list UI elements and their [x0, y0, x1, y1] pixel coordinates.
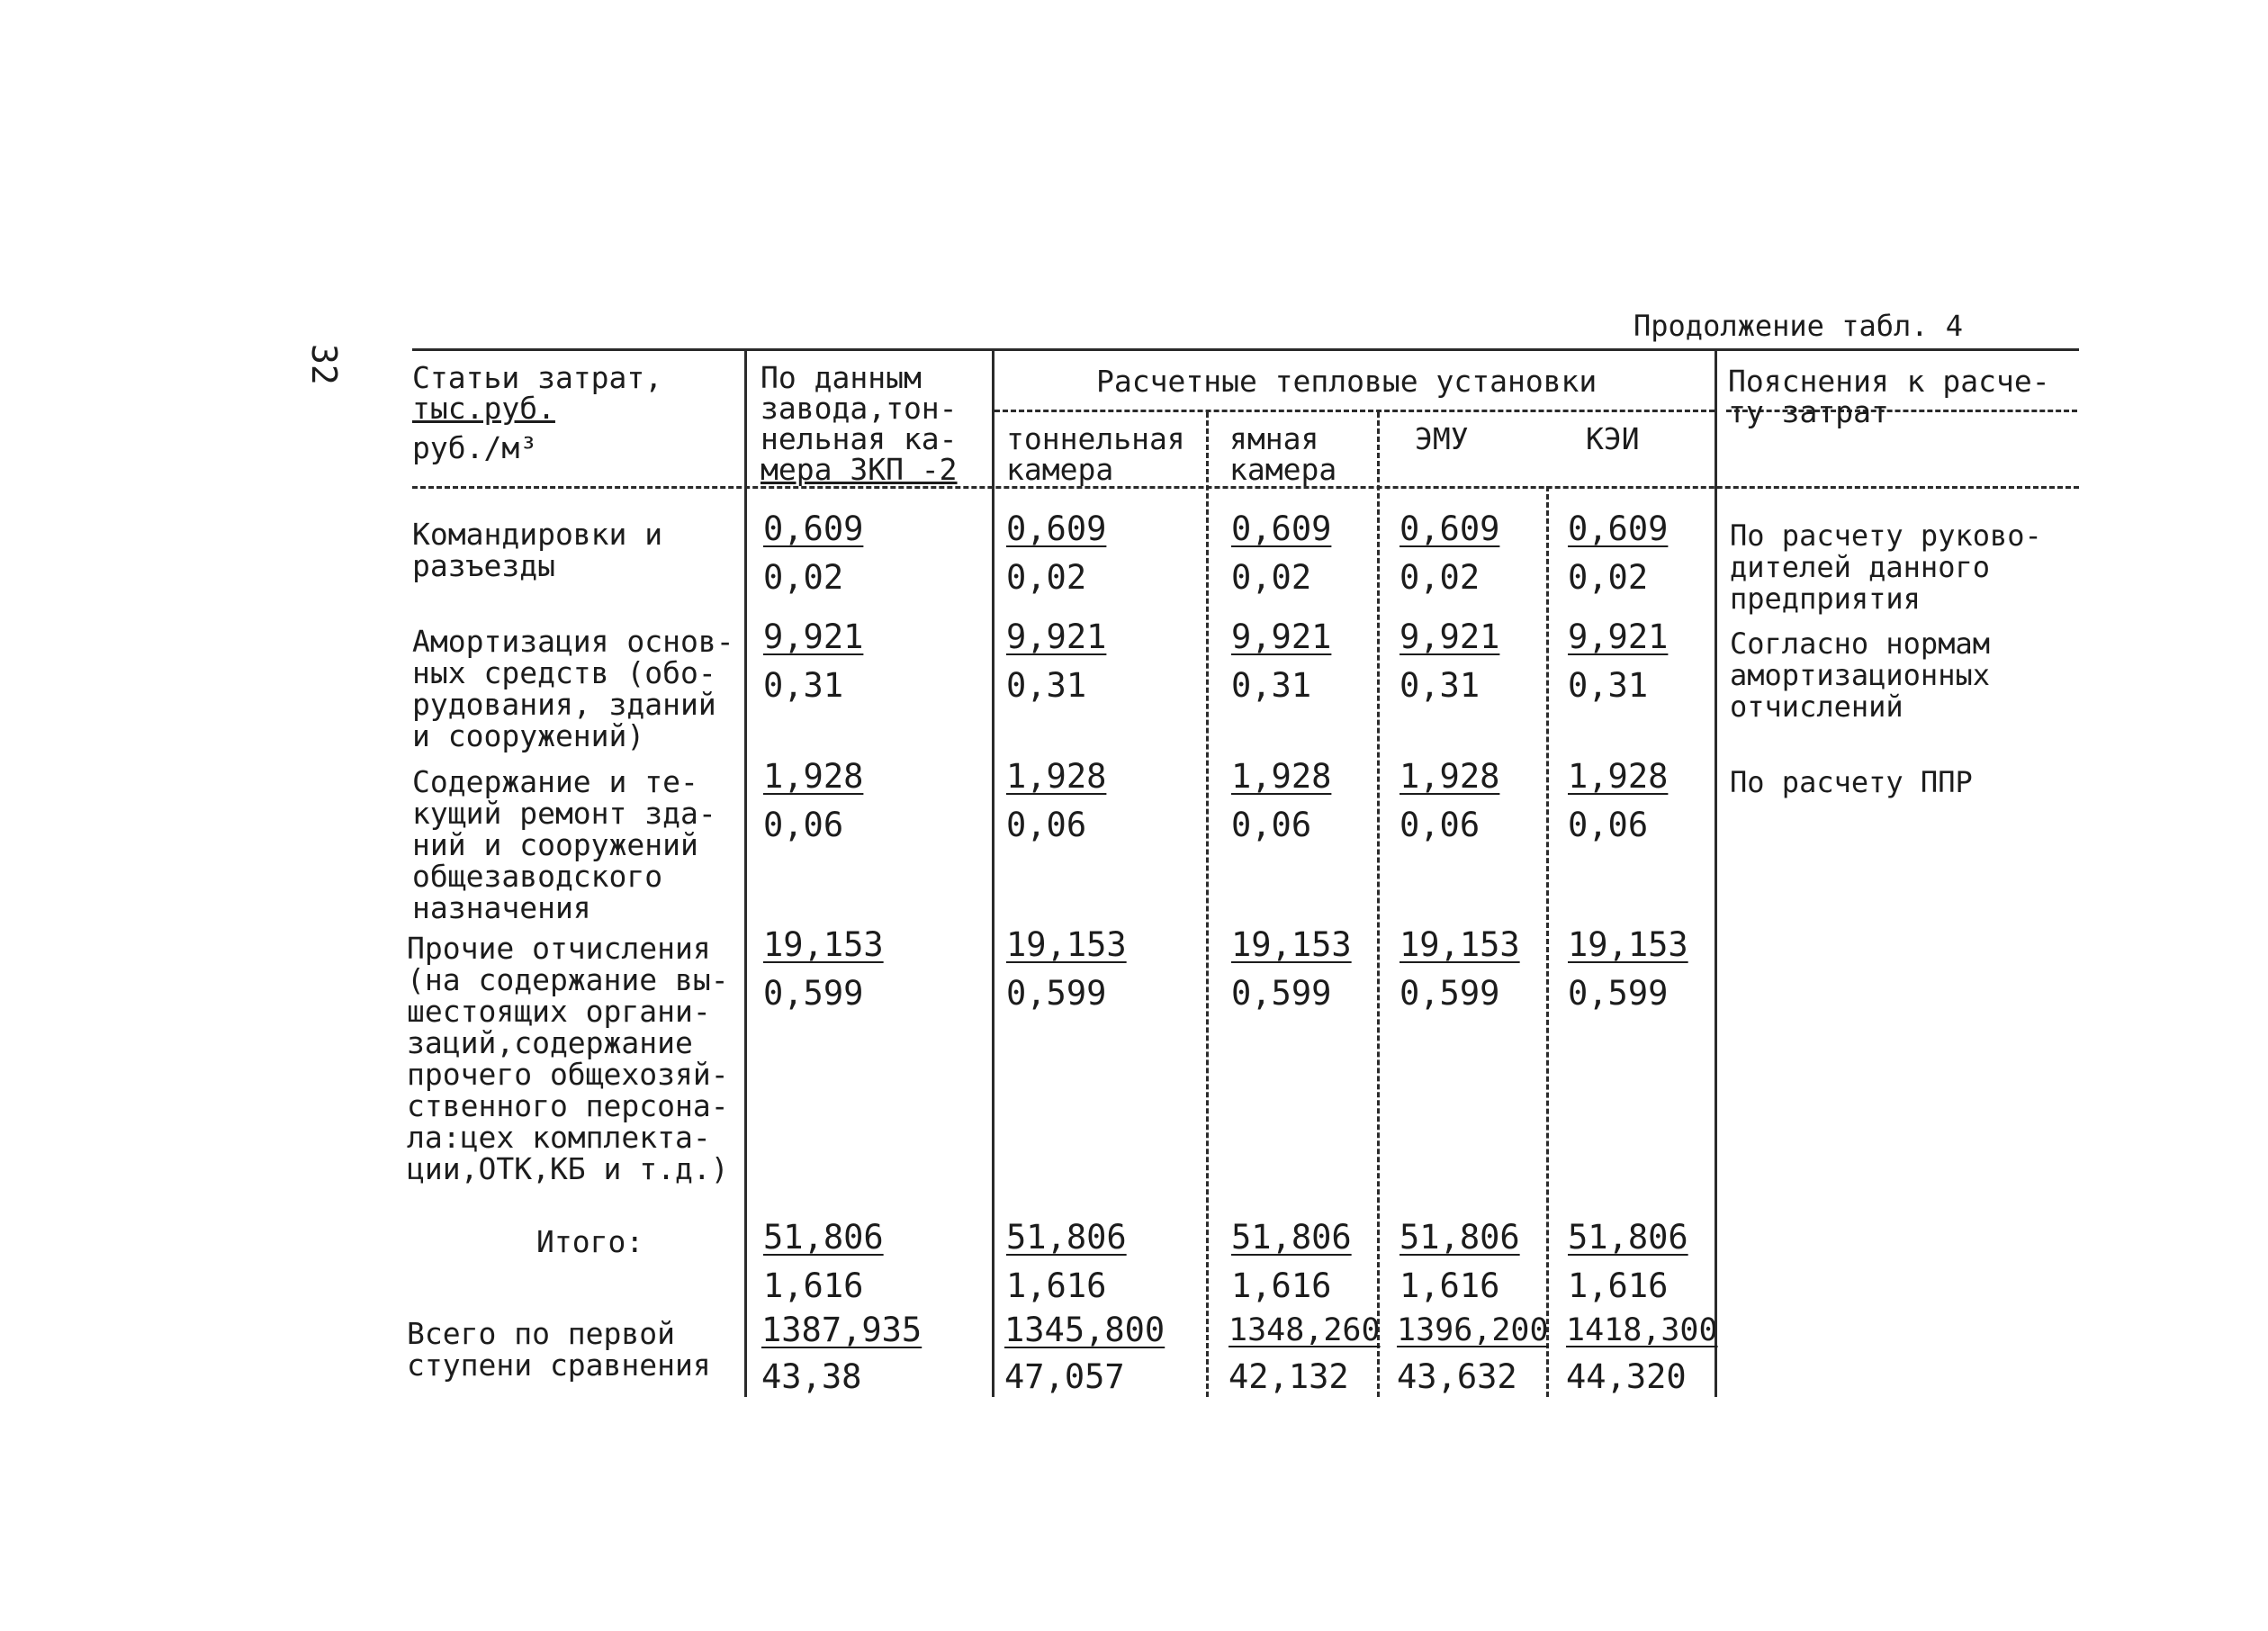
cell-value: 1,928: [1568, 757, 1669, 796]
cell-value: 0,31: [763, 666, 844, 705]
cell-value: 42,132: [1228, 1357, 1349, 1396]
cell-value: 1418,300: [1566, 1312, 1718, 1348]
column-divider-5: [1546, 486, 1549, 1397]
cell-value: 1,928: [1400, 757, 1500, 796]
cell-value: 47,057: [1004, 1357, 1125, 1396]
cell-value: 0,06: [1568, 806, 1649, 844]
cell-value: 1396,200: [1397, 1312, 1549, 1348]
header-group-title: Расчетные тепловые установки: [1096, 364, 1598, 399]
cell-value: 19,153: [1568, 925, 1688, 964]
cell-value: 19,153: [1400, 925, 1520, 964]
row-label-total: Итого:: [536, 1224, 644, 1259]
group-header-rule: [994, 410, 1714, 412]
column-divider-1: [744, 348, 747, 1397]
cell-value: 0,02: [763, 558, 844, 597]
row-label-depreciation: Амортизация основ- ных средств (обо- рудования, зданий и сооружений): [412, 624, 734, 753]
page-number: 32: [304, 344, 344, 385]
cell-value: 0,02: [1400, 558, 1480, 597]
cell-value: 0,609: [1006, 509, 1107, 548]
cell-value: 1,616: [1568, 1266, 1669, 1305]
cell-value: 1,928: [1231, 757, 1332, 796]
cell-value: 1387,935: [761, 1311, 922, 1349]
cell-value: 0,31: [1006, 666, 1087, 705]
header-item-column: Статьи затрат, тыс.руб. руб./м³: [412, 360, 663, 465]
cell-value: 9,921: [1231, 617, 1332, 656]
column-divider-3: [1206, 412, 1209, 1397]
cell-value: 19,153: [1006, 925, 1127, 964]
cell-value: 1345,800: [1004, 1311, 1166, 1349]
cell-value: 19,153: [1231, 925, 1352, 964]
header-emu: ЭМУ: [1415, 421, 1469, 456]
header-kei: КЭИ: [1586, 421, 1640, 456]
cell-value: 1,616: [1231, 1266, 1332, 1305]
cell-value: 0,599: [1400, 974, 1500, 1013]
header-pit-chamber: ямная камера: [1229, 421, 1337, 487]
cell-value: 51,806: [1231, 1218, 1352, 1257]
cell-value: 9,921: [763, 617, 864, 656]
cell-value: 0,599: [1231, 974, 1332, 1013]
header-tunnel-chamber: тоннельная камера: [1006, 421, 1185, 487]
cell-value: 1,616: [1006, 1266, 1107, 1305]
table-top-rule: [412, 348, 2079, 351]
cell-value: 0,31: [1231, 666, 1312, 705]
cell-value: 51,806: [1568, 1218, 1688, 1257]
cell-value: 19,153: [763, 925, 884, 964]
cell-value: 44,320: [1566, 1357, 1687, 1396]
header-plant-data-column: По данным завода,тон- нельная ка- мера ЗКП -2: [760, 360, 958, 487]
header-notes-column: Пояснения к расче- ту затрат: [1728, 364, 2050, 429]
cell-value: 0,06: [763, 806, 844, 844]
cell-value: 0,31: [1568, 666, 1649, 705]
cell-value: 1,616: [1400, 1266, 1500, 1305]
cell-value: 0,609: [1568, 509, 1669, 548]
cell-value: 0,06: [1231, 806, 1312, 844]
row-label-maintenance: Содержание и те- кущий ремонт зда- ний и сооружений общезаводского назначения: [412, 764, 716, 925]
column-divider-6: [1714, 348, 1717, 1397]
continuation-caption: Продолжение табл. 4: [1634, 309, 1964, 343]
cell-value: 0,02: [1231, 558, 1312, 597]
cell-value: 9,921: [1568, 617, 1669, 656]
cell-value: 1,928: [1006, 757, 1107, 796]
cell-value: 51,806: [1400, 1218, 1520, 1257]
row-note-business-trips: По расчету руково- дителей данного предприятия: [1730, 518, 2042, 616]
cell-value: 0,02: [1568, 558, 1649, 597]
cell-value: 1,616: [763, 1266, 864, 1305]
cell-value: 1,928: [763, 757, 864, 796]
row-note-depreciation: Согласно нормам амортизационных отчислений: [1730, 626, 1990, 724]
cell-value: 0,06: [1006, 806, 1087, 844]
cell-value: 43,38: [761, 1357, 862, 1396]
cell-value: 0,609: [1231, 509, 1332, 548]
cell-value: 51,806: [763, 1218, 884, 1257]
cell-value: 0,599: [1006, 974, 1107, 1013]
cell-value: 43,632: [1397, 1357, 1517, 1396]
cell-value: 0,609: [1400, 509, 1500, 548]
cell-value: 9,921: [1400, 617, 1500, 656]
cell-value: 9,921: [1006, 617, 1107, 656]
row-label-grand-total: Всего по первой ступени сравнения: [407, 1316, 711, 1383]
row-label-business-trips: Командировки и разъезды: [412, 517, 663, 583]
cell-value: 51,806: [1006, 1218, 1127, 1257]
cell-value: 0,609: [763, 509, 864, 548]
row-note-maintenance: По расчету ППР: [1730, 765, 1973, 799]
row-label-other-deductions: Прочие отчисления (на содержание вы- шестоящих органи- заций,содержание прочего общехозяй- ственного персона- ла:цех комплекта- ции,ОТК,КБ и т.д.): [407, 931, 729, 1186]
column-divider-4: [1377, 412, 1380, 1397]
cell-value: 0,599: [1568, 974, 1669, 1013]
cell-value: 0,02: [1006, 558, 1087, 597]
column-divider-2: [992, 348, 994, 1397]
cell-value: 1348,260: [1228, 1312, 1381, 1348]
cell-value: 0,31: [1400, 666, 1480, 705]
cell-value: 0,06: [1400, 806, 1480, 844]
cell-value: 0,599: [763, 974, 864, 1013]
